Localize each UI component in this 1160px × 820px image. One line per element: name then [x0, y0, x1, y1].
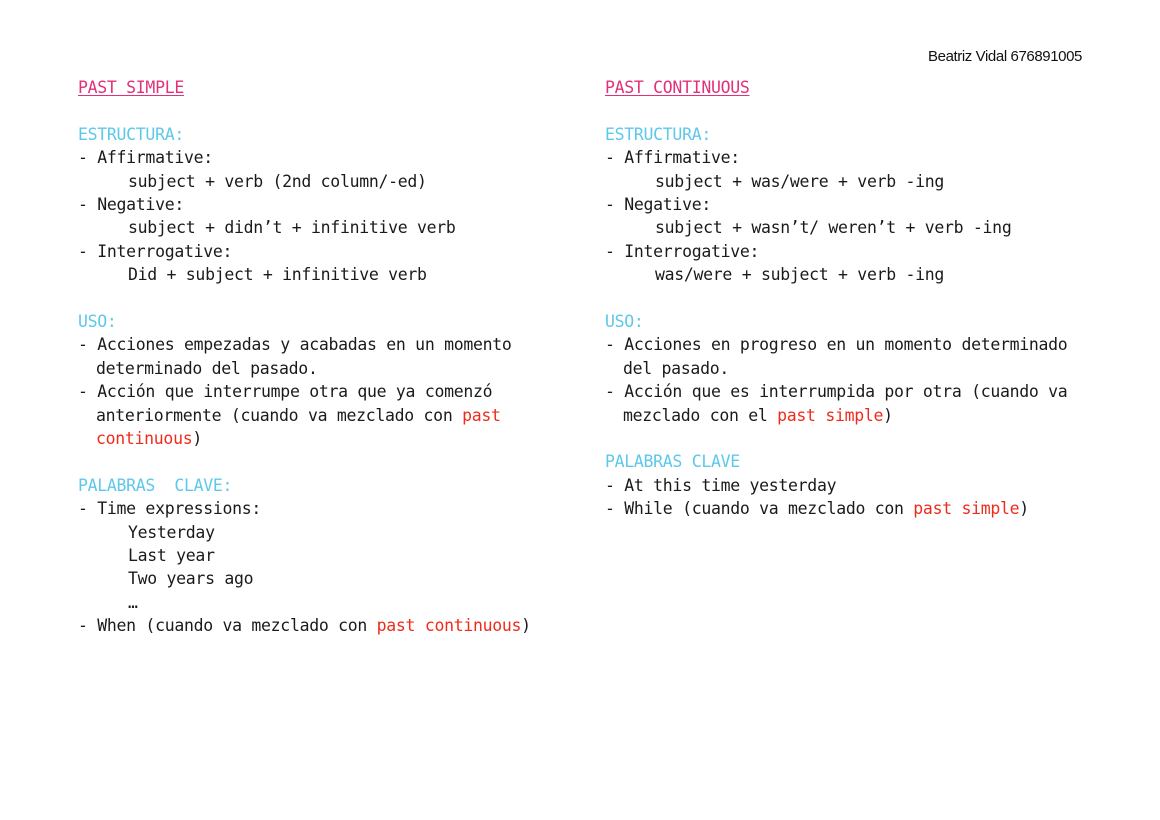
uso-heading: USO:	[605, 312, 644, 332]
negative-label: - Negative:	[78, 195, 184, 215]
palabras-item-end: )	[1019, 499, 1029, 519]
when-item-end: )	[521, 616, 531, 636]
time-expression-item: Last year	[128, 546, 215, 566]
highlight-past-simple: past simple	[913, 499, 1020, 519]
affirmative-label: - Affirmative:	[605, 148, 740, 168]
negative-label: - Negative:	[605, 195, 711, 215]
uso-item: - Acciones en progreso en un momento determinado del pasado.	[605, 335, 1078, 378]
past-continuous-column	[605, 76, 1105, 521]
uso-item-end: )	[192, 429, 202, 449]
palabras-clave-heading: PALABRAS CLAVE:	[78, 475, 233, 495]
time-expression-item: Two years ago	[128, 569, 254, 589]
uso-item-text: - Acción que interrumpe otra que ya comenzó anteriormente (cuando va mezclado con	[78, 382, 502, 425]
palabras-item-text: - While (cuando va mezclado con	[605, 499, 914, 519]
highlight-past-simple: past simple	[777, 405, 884, 425]
negative-form: subject + wasn’t/ weren’t + verb -ing	[655, 218, 1012, 238]
uso-heading: USO:	[78, 312, 117, 332]
palabras-clave-heading: PALABRAS CLAVE	[605, 452, 740, 472]
affirmative-form: subject + was/were + verb -ing	[655, 171, 945, 191]
affirmative-label: - Affirmative:	[78, 148, 213, 168]
past-simple-title: PAST SIMPLE	[78, 78, 184, 97]
interrogative-label: - Interrogative:	[605, 241, 760, 261]
highlight-past-continuous: past continuous	[96, 405, 511, 449]
affirmative-form: subject + verb (2nd column/-ed)	[128, 171, 427, 191]
negative-form: subject + didn’t + infinitive verb	[128, 218, 456, 238]
uso-item-text: - Acción que es interrumpida por otra (cuando va mezclado con el	[605, 382, 1078, 425]
uso-item	[78, 380, 568, 450]
time-expressions-label: - Time expressions:	[78, 499, 262, 519]
estructura-heading: ESTRUCTURA:	[78, 124, 184, 144]
interrogative-form: Did + subject + infinitive verb	[128, 265, 427, 285]
palabras-item	[605, 497, 1105, 520]
past-continuous-title: PAST CONTINUOUS	[605, 78, 750, 97]
palabras-item: - At this time yesterday	[605, 475, 837, 495]
when-item-text: - When (cuando va mezclado con	[78, 616, 377, 636]
uso-item-end: )	[883, 405, 893, 425]
uso-item: - Acciones empezadas y acabadas en un momento determinado del pasado.	[78, 335, 522, 378]
past-simple-column	[78, 76, 568, 638]
time-expression-item: Yesterday	[128, 522, 215, 542]
time-expression-item: …	[128, 592, 138, 612]
interrogative-form: was/were + subject + verb -ing	[655, 265, 945, 285]
interrogative-label: - Interrogative:	[78, 241, 233, 261]
estructura-heading: ESTRUCTURA:	[605, 124, 711, 144]
highlight-past-continuous: past continuous	[376, 616, 522, 636]
uso-item	[605, 380, 1105, 427]
author-name: Beatriz Vidal 676891005	[928, 48, 1082, 65]
when-item	[78, 614, 568, 637]
